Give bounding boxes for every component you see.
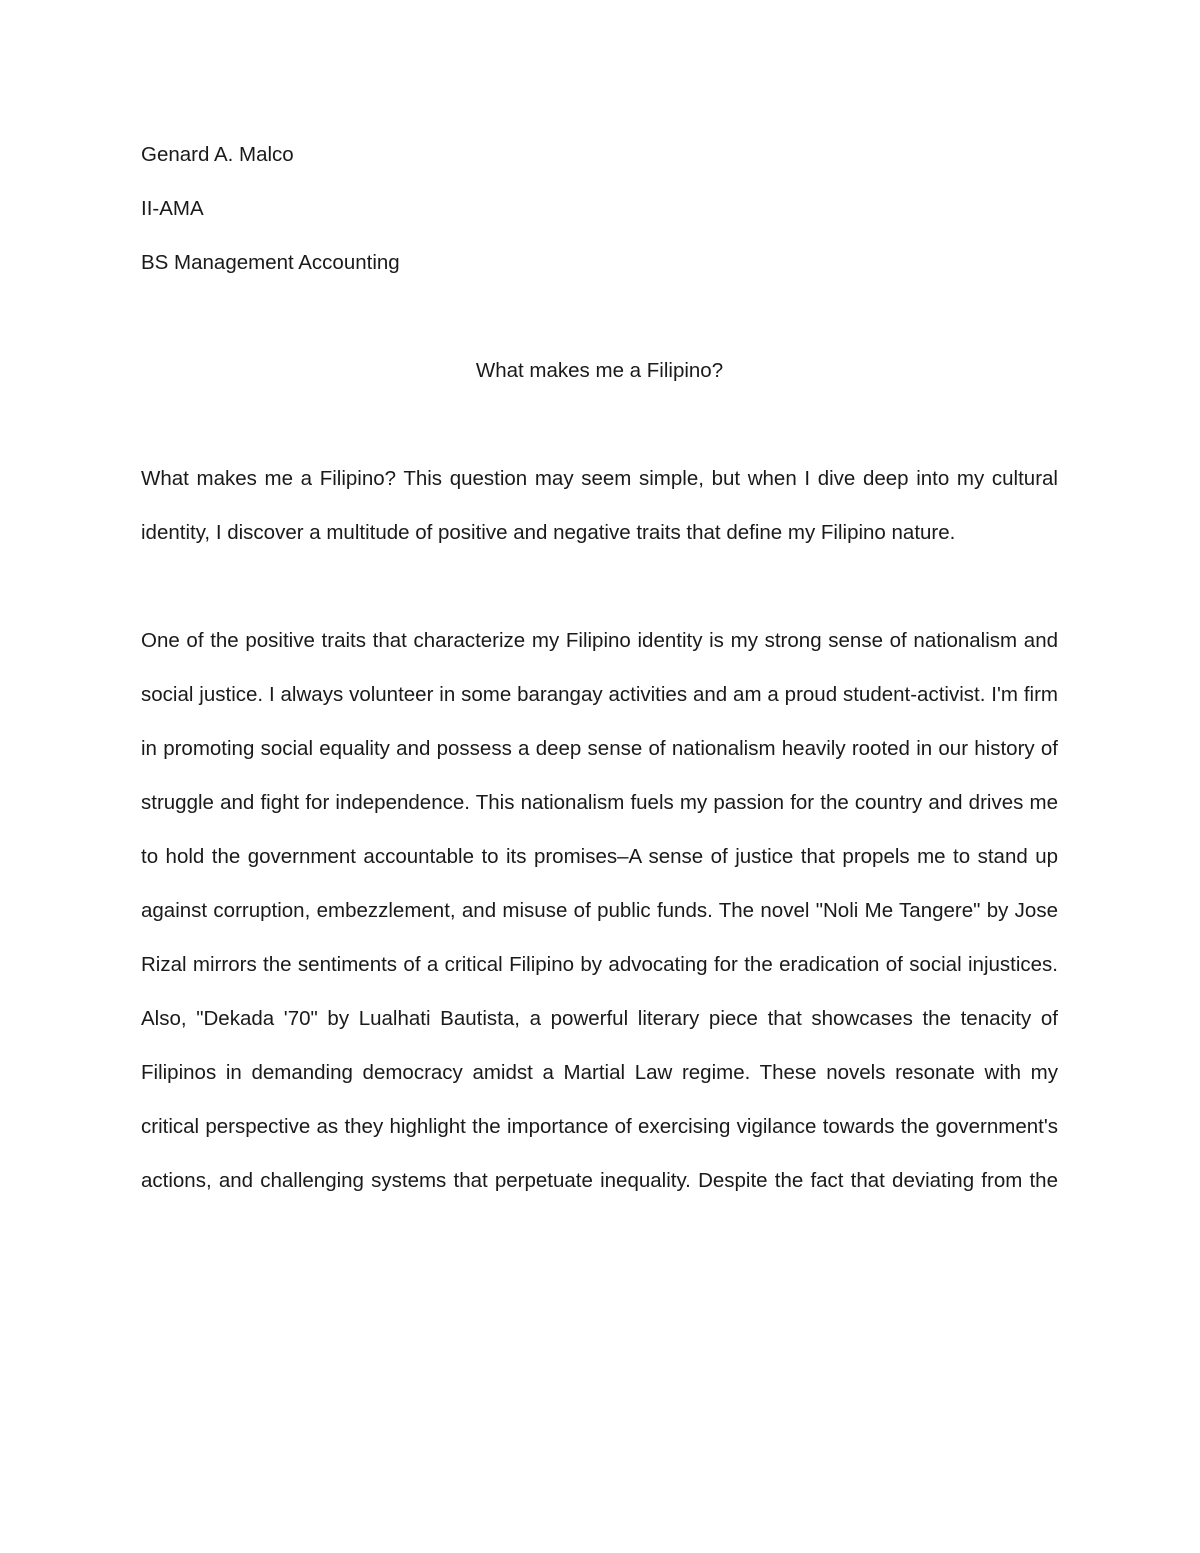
course-name: BS Management Accounting	[141, 251, 400, 274]
essay-title: What makes me a Filipino?	[475, 359, 724, 382]
paragraph-intro: What makes me a Filipino? This question may seem simple, but when I dive deep into my cultural identity, I discover a multitude of positive and negative traits that define my Filipino nature.	[141, 467, 1058, 544]
document-body	[141, 128, 1058, 1208]
paragraph-positive-traits: One of the positive traits that characterize my Filipino identity is my strong sense of nationalism and social justice. I always volunteer in some barangay activities and am a proud student-activist. I'm firm in promoting social equality and possess a deep sense of nationalism heavily rooted in our history of struggle and fight for independence. This nationalism fuels my passion for the country and drives me to hold the government accountable to its promises–A sense of justice that propels me to stand up against corruption, embezzlement, and misuse of public funds. The novel "Noli Me Tangere" by Jose Rizal mirrors the sentiments of a critical Filipino by advocating for the eradication of social injustices. Also, "Dekada '70" by Lualhati Bautista, a powerful literary piece that showcases the tenacity of Filipinos in demanding democracy amidst a Martial Law regime. These novels resonate with my critical perspective as they highlight the importance of exercising vigilance towards the government's actions, and challenging systems that perpetuate inequality. Despite the fact that deviating from the	[141, 629, 1058, 1192]
author-name: Genard A. Malco	[141, 143, 294, 166]
class-section: II-AMA	[141, 197, 204, 220]
